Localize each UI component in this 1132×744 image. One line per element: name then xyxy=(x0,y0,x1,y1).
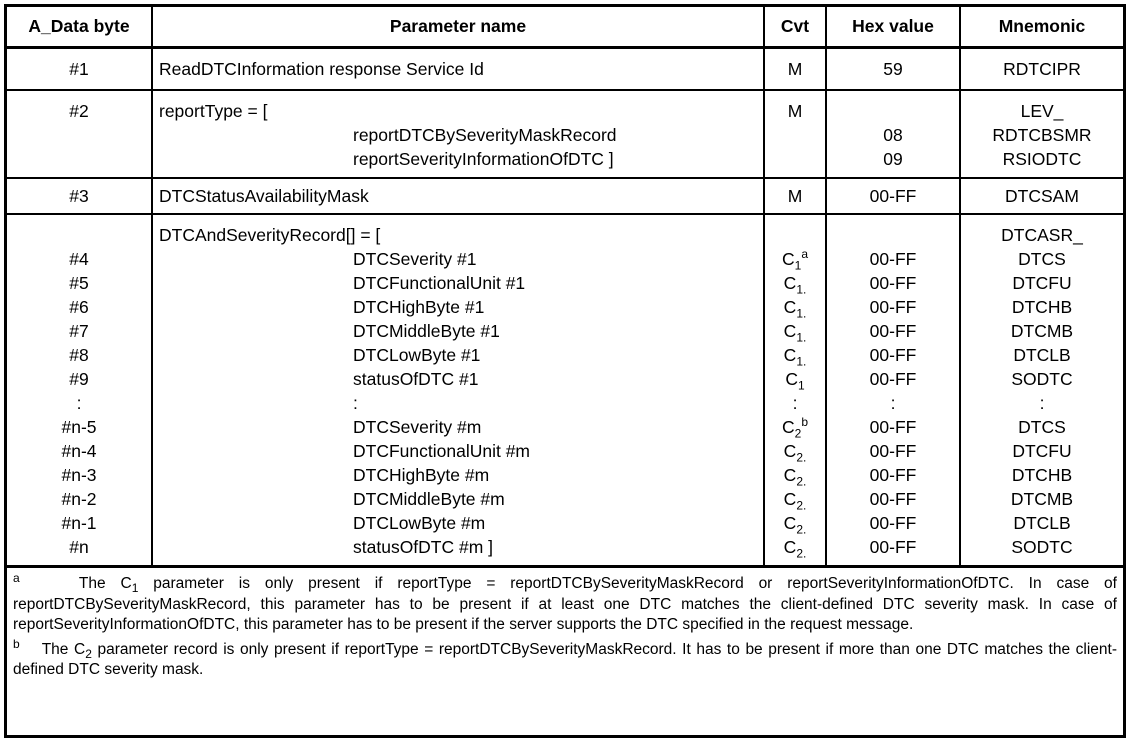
cvt-c: C xyxy=(783,345,797,365)
mnemonic: RDTCIPR xyxy=(960,48,1123,91)
table-row xyxy=(7,90,1123,178)
cvt-c: C xyxy=(783,297,797,317)
cvt-sup: a xyxy=(801,247,808,262)
parameter-table-frame xyxy=(4,4,1126,738)
hex-value: 00-FF xyxy=(869,513,917,533)
data-byte: #n-1 xyxy=(61,513,97,533)
data-byte: #1 xyxy=(7,48,152,91)
footnote-b xyxy=(13,636,1117,681)
parameter-name: reportDTCBySeverityMaskRecord xyxy=(353,125,617,145)
data-byte: #6 xyxy=(69,297,89,317)
parameter-name: DTCMiddleByte #m xyxy=(353,489,505,509)
hex-value: 08 xyxy=(883,125,903,145)
cvt-c: C xyxy=(785,369,798,389)
hex-value: 00-FF xyxy=(826,178,960,214)
data-byte: #9 xyxy=(69,369,89,389)
mnemonic: DTCS xyxy=(1018,417,1066,437)
mnemonic: DTCMB xyxy=(1010,489,1074,509)
hex-value: 59 xyxy=(826,48,960,91)
cvt xyxy=(771,439,819,463)
footnote-sub: 2 xyxy=(85,646,92,661)
cvt xyxy=(771,511,819,535)
cvt xyxy=(771,271,819,295)
hex-value: 09 xyxy=(883,149,903,169)
header-hex-value: Hex value xyxy=(826,7,960,48)
data-byte: #5 xyxy=(69,273,89,293)
parameter-name: DTCFunctionalUnit #1 xyxy=(353,273,526,293)
cvt xyxy=(771,343,819,367)
parameter-name: DTCStatusAvailabilityMask xyxy=(152,178,764,214)
cvt-sub: 1. xyxy=(796,354,807,369)
parameter-name: statusOfDTC #1 xyxy=(353,369,479,389)
table-row xyxy=(7,48,1123,91)
parameter-name: DTCLowByte #m xyxy=(353,513,486,533)
footnote-mark: a xyxy=(13,570,20,585)
cvt xyxy=(771,391,819,415)
parameter-name: reportSeverityInformationOfDTC ] xyxy=(353,149,614,169)
parameter-name: DTCHighByte #m xyxy=(353,465,490,485)
parameter-name: ReadDTCInformation response Service Id xyxy=(152,48,764,91)
cvt-sub: 1. xyxy=(796,330,807,345)
parameter-name: DTCMiddleByte #1 xyxy=(353,321,500,341)
footnote-text: The C xyxy=(78,575,132,592)
data-byte: #8 xyxy=(69,345,89,365)
mnemonic: : xyxy=(1039,393,1045,413)
hex-value: : xyxy=(890,393,896,413)
footnote-a xyxy=(13,570,1117,636)
cvt-sub: 2 xyxy=(794,426,802,441)
cvt-sub: 2. xyxy=(796,450,807,465)
cvt xyxy=(771,487,819,511)
mnemonic: DTCHB xyxy=(1011,465,1073,485)
cvt: M xyxy=(787,101,803,121)
mnemonic: DTCLB xyxy=(1013,345,1071,365)
parameter-name: statusOfDTC #m ] xyxy=(353,537,494,557)
mnemonic: DTCHB xyxy=(1011,297,1073,317)
cvt xyxy=(771,367,819,391)
mnemonic: SODTC xyxy=(1011,369,1073,389)
cvt-c: C xyxy=(783,273,797,293)
parameter-name: DTCLowByte #1 xyxy=(353,345,481,365)
cvt-c: C xyxy=(783,321,797,341)
mnemonic: DTCASR_ xyxy=(1001,225,1083,245)
hex-value: 00-FF xyxy=(869,273,917,293)
data-byte: #n xyxy=(69,537,89,557)
parameter-name: DTCSeverity #m xyxy=(353,417,482,437)
parameter-name: DTCFunctionalUnit #m xyxy=(353,441,530,461)
mnemonic: DTCSAM xyxy=(960,178,1123,214)
mnemonic: DTCLB xyxy=(1013,513,1071,533)
response-message-table xyxy=(7,7,1123,685)
cvt-c: C xyxy=(781,417,795,437)
mnemonic: DTCS xyxy=(1018,249,1066,269)
table-row xyxy=(7,178,1123,214)
mnemonic: RSIODTC xyxy=(1002,149,1082,169)
footnote-text: parameter record is only present if reportType = reportDTCBySeverityMaskRecord. It has to be present if more than one DTC matches the client-defined DTC severity mask. xyxy=(13,640,1117,678)
hex-value: 00-FF xyxy=(869,441,917,461)
cvt-c: C xyxy=(783,489,797,509)
hex-value: 00-FF xyxy=(869,249,917,269)
cvt-sup: b xyxy=(801,415,808,430)
header-cvt: Cvt xyxy=(764,7,826,48)
footnote-text: parameter is only present if reportType = reportDTCBySeverityMaskRecord or reportSeverityInformationOfDTC. In case of reportDTCBySeverityMaskRecord, this parameter has to be present if at least one DTC matches the client-defined DTC severity mask. In case of reportSeverityInformationOfDTC, this parameter has to be present if the server supports the DTC specified in the request message. xyxy=(13,575,1117,633)
cvt xyxy=(771,463,819,487)
cvt-sub: 2. xyxy=(796,546,807,561)
mnemonic: DTCMB xyxy=(1010,321,1074,341)
cvt-sub: 1. xyxy=(796,306,807,321)
data-byte: #n-2 xyxy=(61,489,97,509)
mnemonic: SODTC xyxy=(1011,537,1073,557)
cvt xyxy=(771,535,819,559)
header-parameter-name: Parameter name xyxy=(152,7,764,48)
parameter-name: DTCSeverity #1 xyxy=(353,249,477,269)
header-row xyxy=(7,7,1123,48)
data-byte: #4 xyxy=(69,249,89,269)
mnemonic: LEV_ xyxy=(1020,101,1064,121)
hex-value: 00-FF xyxy=(869,465,917,485)
cvt-c: C xyxy=(783,465,797,485)
cvt-c: : xyxy=(792,393,798,413)
cvt xyxy=(771,415,819,439)
parameter-name: : xyxy=(353,393,358,413)
cvt xyxy=(771,247,819,271)
header-data-byte: A_Data byte xyxy=(7,7,152,48)
hex-value: 00-FF xyxy=(869,537,917,557)
mnemonic: DTCFU xyxy=(1012,441,1072,461)
data-byte: #n-5 xyxy=(61,417,97,437)
data-byte: #n-3 xyxy=(61,465,97,485)
hex-value: 00-FF xyxy=(869,489,917,509)
data-byte: #3 xyxy=(7,178,152,214)
cvt-sub: 2. xyxy=(796,498,807,513)
data-byte: #2 xyxy=(69,101,89,121)
hex-value: 00-FF xyxy=(869,345,917,365)
cvt: M xyxy=(764,48,826,91)
data-byte: #n-4 xyxy=(61,441,97,461)
cvt-c: C xyxy=(783,441,797,461)
cvt-c: C xyxy=(783,513,797,533)
cvt xyxy=(771,295,819,319)
cvt xyxy=(771,319,819,343)
footnote-sub: 1 xyxy=(131,581,139,596)
footnote-mark: b xyxy=(13,636,20,651)
footnote-row xyxy=(7,567,1123,685)
data-byte: #7 xyxy=(69,321,89,341)
hex-value: 00-FF xyxy=(869,321,917,341)
hex-value: 00-FF xyxy=(869,297,917,317)
hex-value: 00-FF xyxy=(869,369,917,389)
data-byte: : xyxy=(76,393,82,413)
cvt-c: C xyxy=(781,249,795,269)
parameter-name: DTCHighByte #1 xyxy=(353,297,485,317)
footnote-text: The C xyxy=(41,640,86,658)
cvt: M xyxy=(764,178,826,214)
cvt-sub: 2. xyxy=(796,474,807,489)
cvt-sub: 2. xyxy=(796,522,807,537)
header-mnemonic: Mnemonic xyxy=(960,7,1123,48)
cvt-sub: 1. xyxy=(796,282,807,297)
cvt-sub: 1 xyxy=(797,378,805,393)
mnemonic: RDTCBSMR xyxy=(992,125,1092,145)
parameter-name: reportType = [ xyxy=(159,101,268,121)
hex-value: 00-FF xyxy=(869,417,917,437)
mnemonic: DTCFU xyxy=(1012,273,1072,293)
cvt-sub: 1 xyxy=(794,258,802,273)
parameter-name: DTCAndSeverityRecord[] = [ xyxy=(159,225,381,245)
table-row xyxy=(7,214,1123,567)
cvt-c: C xyxy=(783,537,797,557)
